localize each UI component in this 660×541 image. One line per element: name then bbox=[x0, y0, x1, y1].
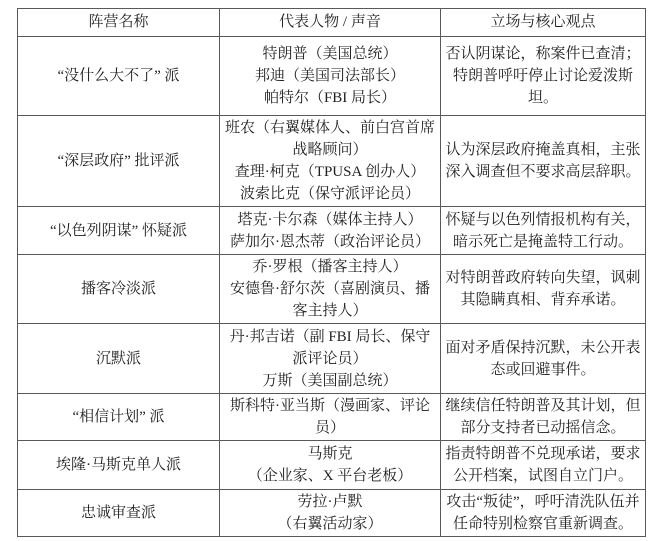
person-line: 特朗普（美国总统） bbox=[262, 46, 398, 62]
people-cell bbox=[220, 207, 441, 255]
stance-cell: 继续信任特朗普及其计划，但部分支持者已动摇信念。 bbox=[441, 394, 646, 441]
camp-name-cell: 播客冷淡派 bbox=[18, 255, 220, 324]
header-stance: 立场与核心观点 bbox=[441, 9, 646, 37]
table-row bbox=[18, 207, 646, 255]
camp-name-cell: “没什么大不了” 派 bbox=[18, 37, 220, 116]
people-cell bbox=[220, 441, 441, 490]
people-cell bbox=[220, 324, 441, 394]
person-line: （右翼活动家） bbox=[277, 516, 383, 532]
camp-name-cell: “深层政府” 批评派 bbox=[18, 116, 220, 207]
table-row bbox=[18, 324, 646, 394]
stance-cell: 怀疑与以色列情报机构有关，暗示死亡是掩盖特工行动。 bbox=[441, 207, 646, 255]
camp-name-cell: “以色列阴谋” 怀疑派 bbox=[18, 207, 220, 255]
person-line: 丹·邦吉诺（副 FBI 局长、保守派评论员） bbox=[229, 328, 431, 367]
person-line: 乔·罗根（播客主持人） bbox=[252, 259, 408, 275]
camp-name-cell: “相信计划” 派 bbox=[18, 394, 220, 441]
person-line: 帕特尔（FBI 局长） bbox=[263, 90, 397, 106]
camp-name-cell: 忠诚审查派 bbox=[18, 490, 220, 537]
people-cell bbox=[220, 116, 441, 207]
camp-name-cell: 埃隆·马斯克单人派 bbox=[18, 441, 220, 490]
table-row bbox=[18, 490, 646, 537]
person-line: 安德鲁·舒尔茨（喜剧演员、播客主持人） bbox=[230, 281, 430, 319]
camps-table bbox=[17, 8, 646, 537]
table-row bbox=[18, 255, 646, 324]
header-row bbox=[18, 9, 646, 37]
table-row bbox=[18, 441, 646, 490]
stance-cell: 指责特朗普不兑现承诺，要求公开档案，试图自立门户。 bbox=[441, 441, 646, 490]
people-cell bbox=[220, 255, 441, 324]
stance-cell: 认为深层政府掩盖真相，主张深入调查但不要求高层辞职。 bbox=[441, 116, 646, 207]
header-representatives: 代表人物 / 声音 bbox=[220, 9, 441, 37]
person-line: （企业家、X 平台老板） bbox=[247, 468, 413, 484]
table-row bbox=[18, 394, 646, 441]
people-cell bbox=[220, 394, 441, 441]
stance-cell: 否认阴谋论，称案件已查清；特朗普呼吁停止讨论爱泼斯坦。 bbox=[441, 37, 646, 116]
person-line: 万斯（美国副总统） bbox=[262, 372, 398, 389]
table-row bbox=[18, 37, 646, 116]
people-cell bbox=[220, 37, 441, 116]
person-line: 邦迪（美国司法部长） bbox=[254, 68, 405, 84]
person-line: 劳拉·卢默 bbox=[297, 494, 363, 510]
person-line: 萨加尔·恩杰蒂（政治评论员） bbox=[230, 233, 430, 250]
header-camp-name: 阵营名称 bbox=[18, 9, 220, 37]
person-line: 班农（右翼媒体人、前白宫首席战略顾问） bbox=[224, 120, 435, 158]
stance-cell: 对特朗普政府转向失望，讽刺其隐瞒真相、背弃承诺。 bbox=[441, 255, 646, 324]
person-line: 斯科特·亚当斯（漫画家、评论员） bbox=[230, 398, 430, 436]
stance-cell: 面对矛盾保持沉默，未公开表态或回避事件。 bbox=[441, 324, 646, 394]
camp-name-cell: 沉默派 bbox=[18, 324, 220, 394]
table-row bbox=[18, 116, 646, 207]
person-line: 查理·柯克（TPUSA 创办人） bbox=[234, 164, 426, 180]
person-line: 塔克·卡尔森（媒体主持人） bbox=[237, 211, 423, 228]
person-line: 马斯克 bbox=[307, 446, 353, 462]
person-line: 波索比克（保守派评论员） bbox=[239, 186, 420, 202]
stance-cell: 攻击“叛徒”，呼吁清洗队伍并任命特别检察官重新调查。 bbox=[441, 490, 646, 537]
people-cell bbox=[220, 490, 441, 537]
